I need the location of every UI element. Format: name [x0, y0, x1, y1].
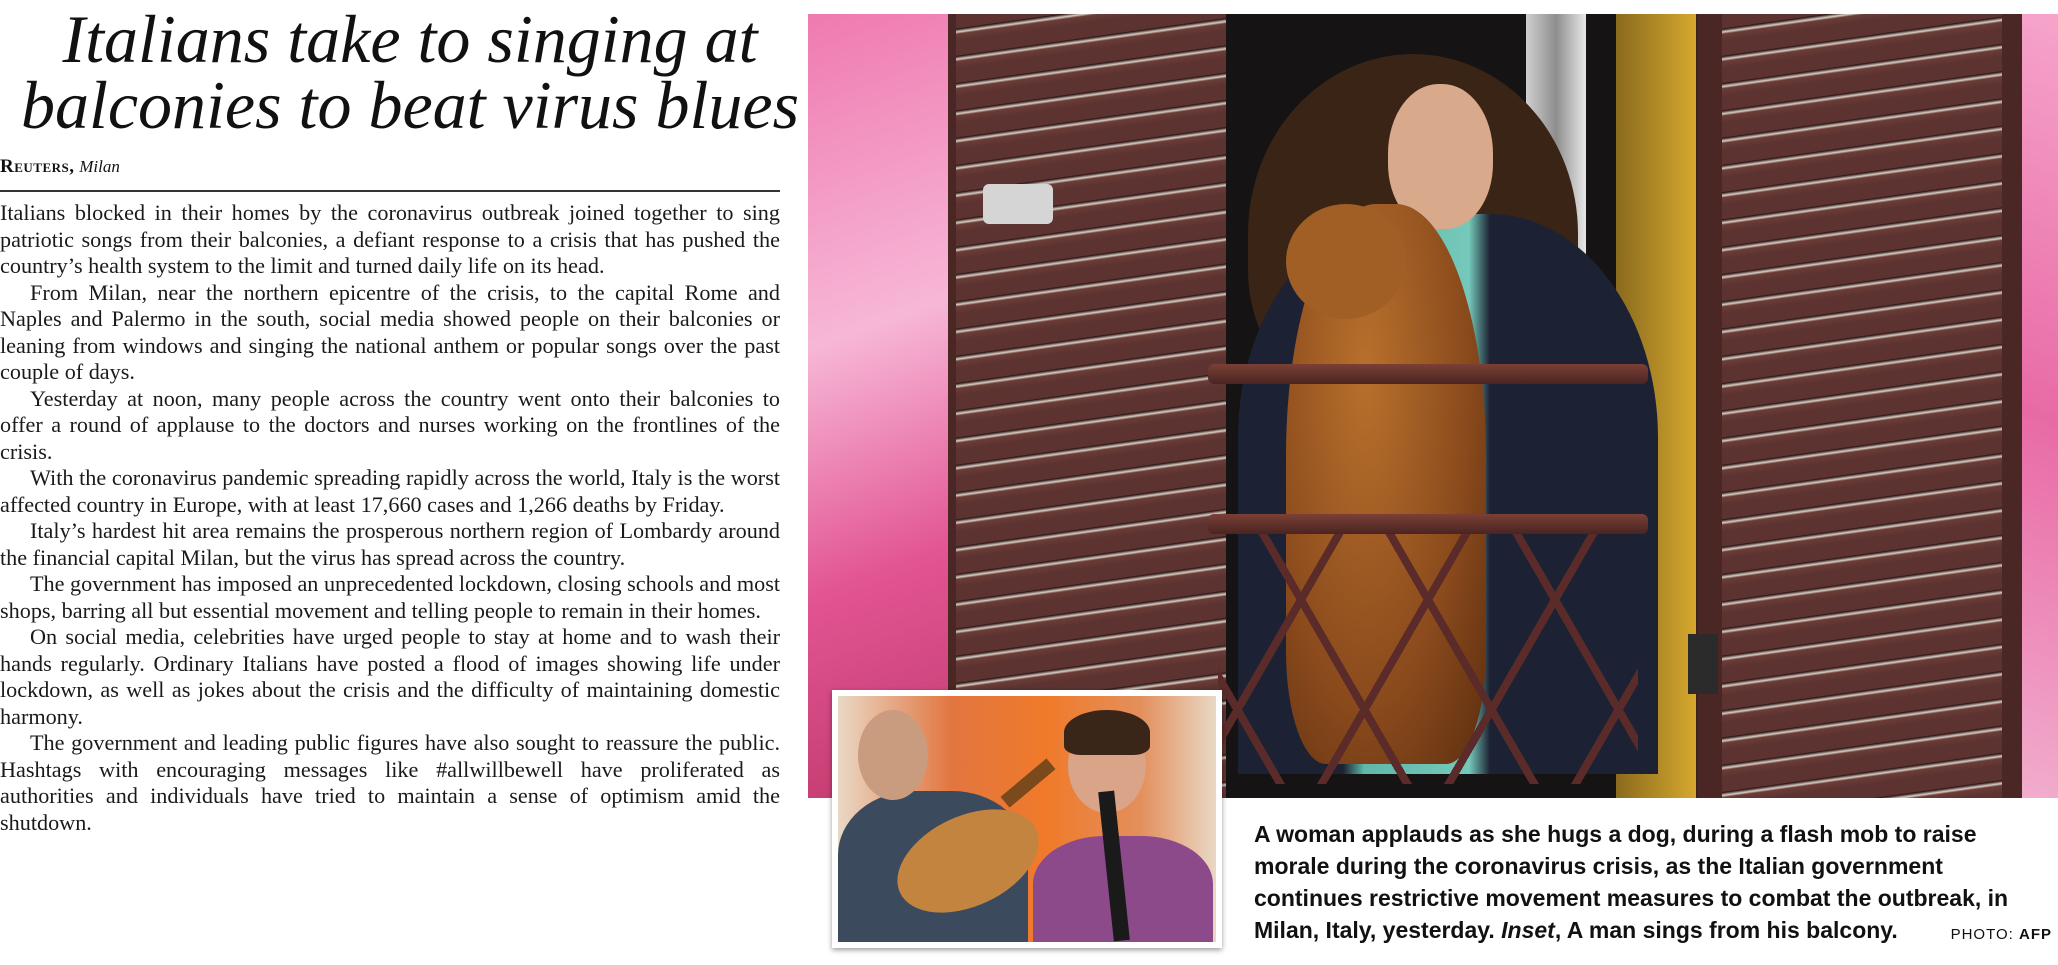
shutter-left — [948, 14, 1236, 798]
caption-inset-text: , A man sings from his balcony. — [1554, 917, 1898, 943]
shutter-right — [1698, 14, 2022, 798]
window-handle — [983, 184, 1053, 224]
credit-label: PHOTO: — [1950, 926, 2019, 943]
man-head — [858, 710, 928, 800]
article-paragraph: On social media, celebrities have urged people to stay at home and to wash their hands regularly. Ordinary Italians have posted a flood of images showing life under lockdown, as well as jokes about the crisis and the difficulty of maintaining domestic harmony. — [0, 624, 780, 729]
article-body — [0, 200, 780, 836]
headline-line-2: balconies to beat virus blues — [20, 67, 800, 143]
article-paragraph: Italians blocked in their homes by the coronavirus outbreak joined together to sing patriotic songs from their balconies, a defiant response to a crisis that has pushed the country’s health system to the limit and turned daily life on its head. — [0, 200, 780, 278]
dog-head — [1286, 204, 1406, 319]
pink-wall-left — [808, 14, 958, 798]
caption-main: A woman applauds as she hugs a dog, during a flash mob to raise morale during the coronavirus crisis, as the Italian government continues restrictive movement measures to combat the outbreak, in Milan, Italy, yesterday. — [1254, 821, 2009, 943]
guitar-neck — [1001, 758, 1056, 807]
article-paragraph: The government has imposed an unprecedented lockdown, closing schools and most shops, barring all but essential movement and telling people to remain in their homes. — [0, 571, 780, 623]
byline-city: Milan — [79, 157, 120, 176]
headline-line-1: Italians take to singing at — [62, 1, 758, 77]
credit-source: AFP — [2019, 926, 2052, 943]
photo-caption — [1254, 818, 2054, 946]
article-paragraph: Italy’s hardest hit area remains the prosperous northern region of Lombardy around the financial capital Milan, but the virus has spread across the country. — [0, 518, 780, 570]
article-paragraph: Yesterday at noon, many people across the country went onto their balconies to offer a round of applause to the doctors and nurses working on the frontlines of the crisis. — [0, 385, 780, 464]
article-paragraph: With the coronavirus pandemic spreading rapidly across the world, Italy is the worst affected country in Europe, with at least 17,660 cases and 1,266 deaths by Friday. — [0, 465, 780, 517]
article-paragraph: From Milan, near the northern epicentre of the crisis, to the capital Rome and Naples and Palermo in the south, social media showed people on their balconies or leaning from windows and singing the national anthem or popular songs over the past couple of days. — [0, 279, 780, 384]
balcony-rail-top — [1208, 364, 1648, 384]
byline — [0, 156, 120, 178]
byline-agency: Reuters, — [0, 156, 75, 177]
photo-credit — [1951, 926, 2052, 943]
byline-rule — [0, 190, 780, 192]
caption-inset-word: Inset — [1501, 917, 1555, 943]
headline — [0, 1, 820, 143]
inset-photo — [832, 690, 1222, 948]
boy-hair — [1064, 710, 1150, 755]
article-column — [0, 0, 800, 965]
main-photo — [808, 14, 2058, 798]
article-paragraph: The government and leading public figures have also sought to reassure the public. Hashtags with encouraging messages like #allwillbewell have proliferated as authorities and individuals have tried to maintain a sense of optimism amid the shutdown. — [0, 730, 780, 835]
inset-image — [838, 696, 1216, 942]
balcony-railing — [1218, 534, 1638, 784]
balcony-rail-middle — [1208, 514, 1648, 534]
shutter-hinge — [1688, 634, 1718, 694]
